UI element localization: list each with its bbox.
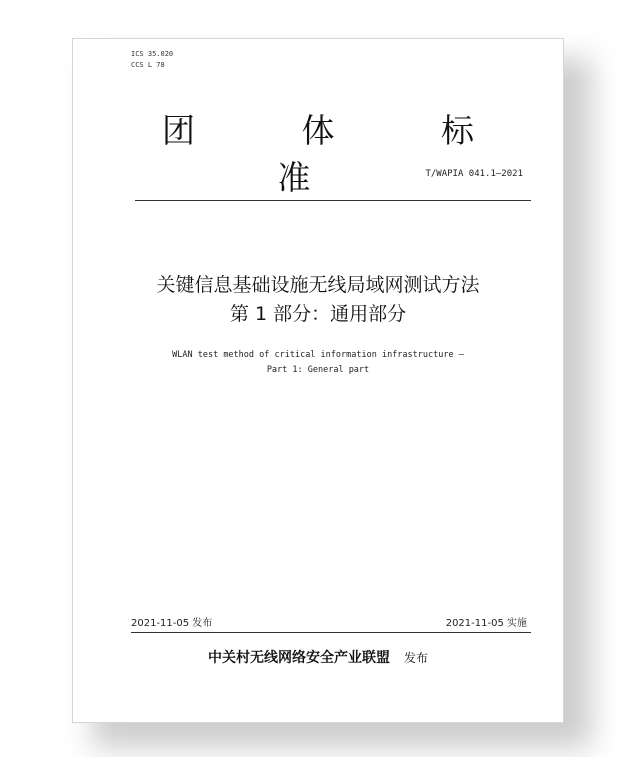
bottom-divider [131, 632, 531, 633]
standard-type-title: 团 体 标 准 [162, 111, 522, 197]
standard-number: T/WAPIA 041.1—2021 [425, 169, 523, 179]
chinese-title-line2: 第 1 部分：通用部分 [229, 303, 407, 325]
publish-date: 2021-11-05 发布 [131, 618, 213, 629]
publisher-suffix: 发布 [403, 651, 428, 665]
implement-date: 2021-11-05 实施 [445, 618, 527, 629]
document-cover [72, 38, 564, 723]
publisher [73, 647, 563, 667]
top-divider [135, 200, 531, 201]
english-title-line2: Part 1: General part [266, 365, 370, 375]
classification-codes [131, 49, 173, 71]
chinese-title-line1: 关键信息基础设施无线局域网测试方法 [156, 274, 480, 296]
ccs-code: CCS L 78 [131, 61, 165, 69]
english-title-line1: WLAN test method of critical information infrastructure — [172, 350, 464, 360]
english-title [73, 348, 563, 378]
chinese-title [73, 271, 563, 329]
ics-code: ICS 35.020 [131, 50, 174, 58]
publisher-name: 中关村无线网络安全产业联盟 [207, 650, 390, 666]
